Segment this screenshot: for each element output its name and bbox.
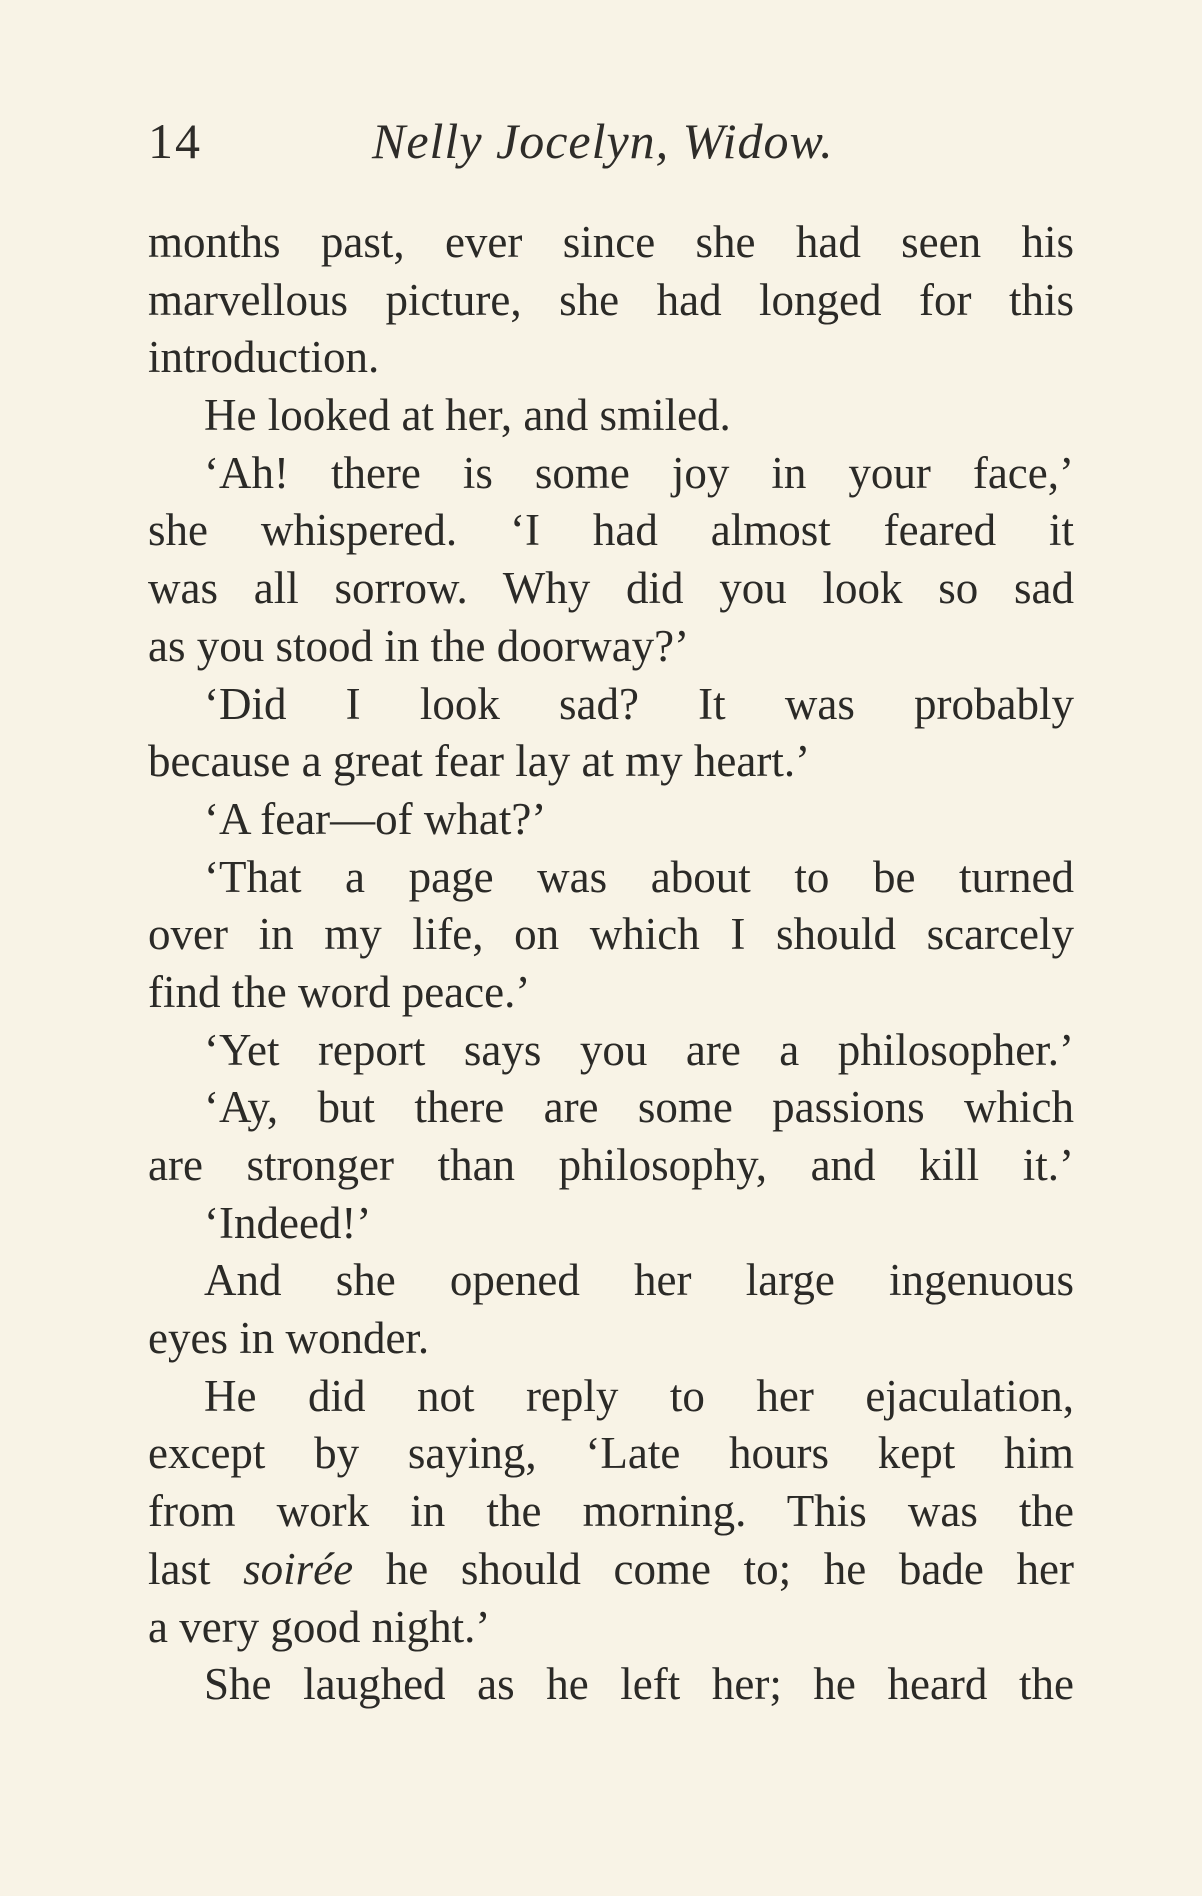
text-line: she whispered. ‘I had almost feared it (148, 505, 1074, 556)
text-line: a very good night.’ (148, 1601, 491, 1652)
text-line: And she opened her large ingenuous (204, 1255, 1074, 1306)
text-line: introduction. (148, 332, 380, 383)
italic-word: soirée (243, 1543, 354, 1594)
text-line: months past, ever since she had seen his (148, 217, 1074, 267)
text-line: ‘Indeed!’ (204, 1197, 372, 1248)
text-line: ‘Ay, but there are some passions which (204, 1082, 1074, 1133)
text-line: He looked at her, and smiled. (204, 390, 731, 441)
text-segment: he should come to; he bade her (353, 1543, 1074, 1594)
text-line: as you stood in the doorway?’ (148, 620, 690, 671)
text-line: ‘Did I look sad? It was probably (204, 678, 1074, 729)
text-line: He did not reply to her ejaculation, (204, 1370, 1074, 1421)
text-line: ‘That a page was about to be turned (204, 851, 1074, 902)
text-line: ‘Yet report says you are a philosopher.’ (204, 1024, 1074, 1075)
text-line: marvellous picture, she had longed for this (148, 274, 1074, 325)
text-line: except by saying, ‘Late hours kept him (148, 1428, 1074, 1479)
page-number: 14 (148, 113, 202, 169)
text-line: eyes in wonder. (148, 1313, 430, 1364)
text-line: ‘A fear—of what?’ (204, 793, 547, 844)
text-line: find the word peace.’ (148, 966, 531, 1017)
text-line (148, 1541, 1074, 1599)
text-line: are stronger than philosophy, and kill it.’ (148, 1140, 1074, 1190)
page-header (148, 108, 1078, 178)
text-line: from work in the morning. This was the (148, 1486, 1074, 1537)
text-line: She laughed as he left her; he heard the (204, 1659, 1074, 1710)
text-line: ‘Ah! there is some joy in your face,’ (204, 447, 1074, 498)
body-text (148, 214, 1074, 1714)
text-line: because a great fear lay at my heart.’ (148, 736, 811, 787)
text-segment: last (148, 1543, 244, 1594)
running-title: Nelly Jocelyn, Widow. (372, 113, 834, 169)
text-line: was all sorrow. Why did you look so sad (148, 563, 1074, 614)
text-line: over in my life, on which I should scarcely (148, 909, 1074, 960)
